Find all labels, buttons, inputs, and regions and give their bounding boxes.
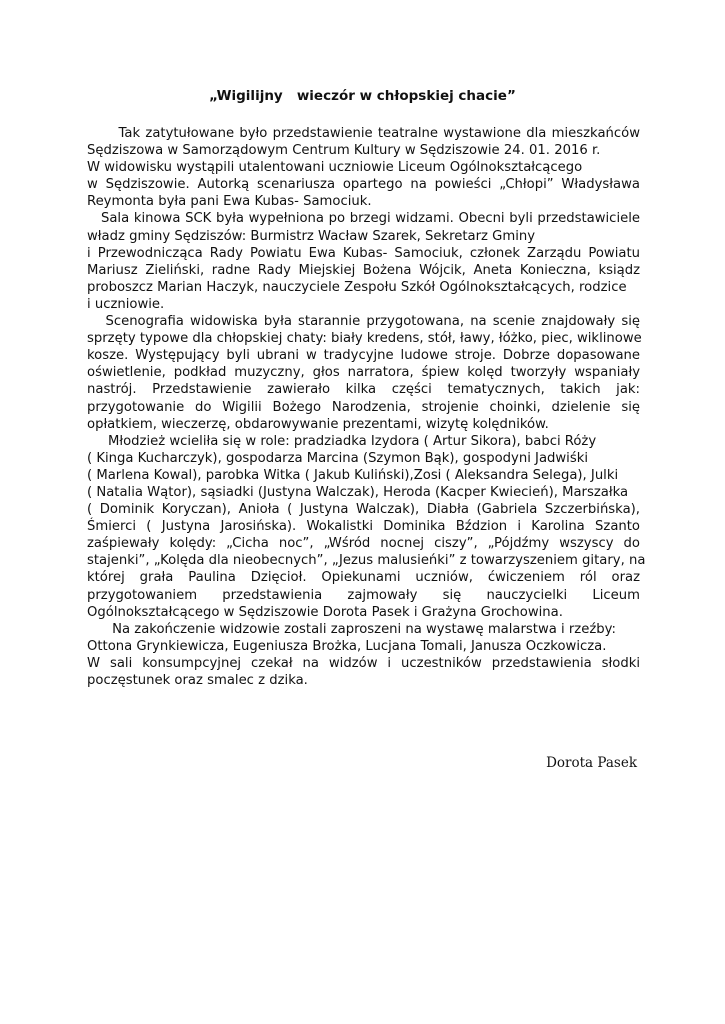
text-line: W widowisku wystąpili utalentowani uczniowie Liceum Ogólnokształcącego: [87, 160, 583, 176]
text-line: sprzęty typowe dla chłopskiej chaty: biały kredens, stół, ławy, łóżko, piec, wiklinowe: [87, 331, 642, 347]
text-line: przygotowanie do Wigilii Bożego Narodzenia, strojenie choinki, dzielenie się: [87, 399, 640, 415]
text-line: oświetlenie, podkład muzyczny, głos narratora, śpiew kolęd tworzyły wspaniały: [87, 365, 640, 381]
text-line: ( Marlena Kowal), parobka Witka ( Jakub Kuliński),Zosi ( Aleksandra Selega), Julki: [87, 467, 619, 483]
text-line: poczęstunek oraz smalec z dzika.: [87, 673, 308, 688]
text-line: Reymonta była pani Ewa Kubas- Samociuk.: [87, 194, 372, 210]
text-line: Ottona Grynkiewicza, Eugeniusza Brożka, Lucjana Tomali, Janusza Oczkowicza.: [87, 638, 607, 654]
text-line: przygotowaniem przedstawienia zajmowały się nauczycielki Liceum: [87, 587, 640, 603]
text-line: ( Dominik Koryczan), Anioła ( Justyna Walczak), Diabła (Gabriela Szczerbińska),: [87, 502, 640, 518]
text-line: Sędziszowa w Samorządowym Centrum Kultury w Sędziszowie 24. 01. 2016 r.: [87, 143, 601, 159]
text-line: ( Natalia Wątor), sąsiadki (Justyna Walczak), Heroda (Kacper Kwiecień), Marszałka: [87, 484, 629, 500]
article-body: [87, 125, 646, 689]
text-line: władz gminy Sędziszów: Burmistrz Wacław Szarek, Sekretarz Gminy: [87, 228, 536, 244]
text-line: Tak zatytułowane było przedstawienie teatralne wystawione dla mieszkańców: [87, 126, 640, 141]
text-line: i uczniowie.: [87, 296, 165, 312]
text-line: Młodzież wcieliła się w role: pradziadka Izydora ( Artur Sikora), babci Róży: [87, 433, 597, 449]
text-line: której grała Paulina Dzięcioł. Opiekunami uczniów, ćwiczeniem ról oraz: [87, 570, 640, 586]
text-line: kosze. Występujący byli ubrani w tradycyjne ludowe stroje. Dobrze dopasowane: [87, 348, 640, 364]
text-line: Ogólnokształcącego w Sędziszowie Dorota Pasek i Grażyna Grochowina.: [87, 604, 563, 620]
text-line: opłatkiem, wieczerzę, obdarowywanie prezentami, wizytę kolędników.: [87, 416, 549, 432]
author-signature: Dorota Pasek: [546, 755, 637, 771]
text-line: stajenki”, „Kolęda dla nieobecnych”, „Jezus malusieńki” z towarzyszeniem gitary, na: [87, 553, 646, 569]
text-line: nastrój. Przedstawienie zawierało kilka części tematycznych, takich jak:: [87, 382, 640, 398]
text-line: ( Kinga Kucharczyk), gospodarza Marcina (Szymon Bąk), gospodyni Jadwiśki: [87, 450, 589, 466]
text-line: zaśpiewały kolędy: „Cicha noc”, „Wśród nocnej ciszy”, „Pójdźmy wszyscy do: [87, 536, 640, 552]
text-line: Mariusz Zieliński, radne Rady Miejskiej Bożena Wójcik, Aneta Konieczna, ksiądz: [87, 262, 640, 278]
text-line: proboszcz Marian Haczyk, nauczyciele Zespołu Szkół Ogólnokształcących, rodzice: [87, 279, 627, 295]
text-line: Śmierci ( Justyna Jarosińska). Wokalistki Dominika Bździon i Karolina Szanto: [87, 519, 640, 535]
text-line: i Przewodnicząca Rady Powiatu Ewa Kubas- Samociuk, członek Zarządu Powiatu: [87, 245, 640, 261]
text-line: Scenografia widowiska była starannie przygotowana, na scenie znajdowały się: [87, 314, 640, 330]
text-line: Na zakończenie widzowie zostali zaproszeni na wystawę malarstwa i rzeźby:: [87, 621, 616, 637]
text-line: W sali konsumpcyjnej czekał na widzów i uczestników przedstawienia słodki: [87, 655, 640, 671]
text-line: w Sędziszowie. Autorką scenariusza opartego na powieści „Chłopi” Władysława: [87, 177, 640, 193]
text-line: Sala kinowa SCK była wypełniona po brzegi widzami. Obecni byli przedstawiciele: [87, 211, 640, 227]
document-title: „Wigilijny wieczór w chłopskiej chacie”: [209, 88, 516, 104]
